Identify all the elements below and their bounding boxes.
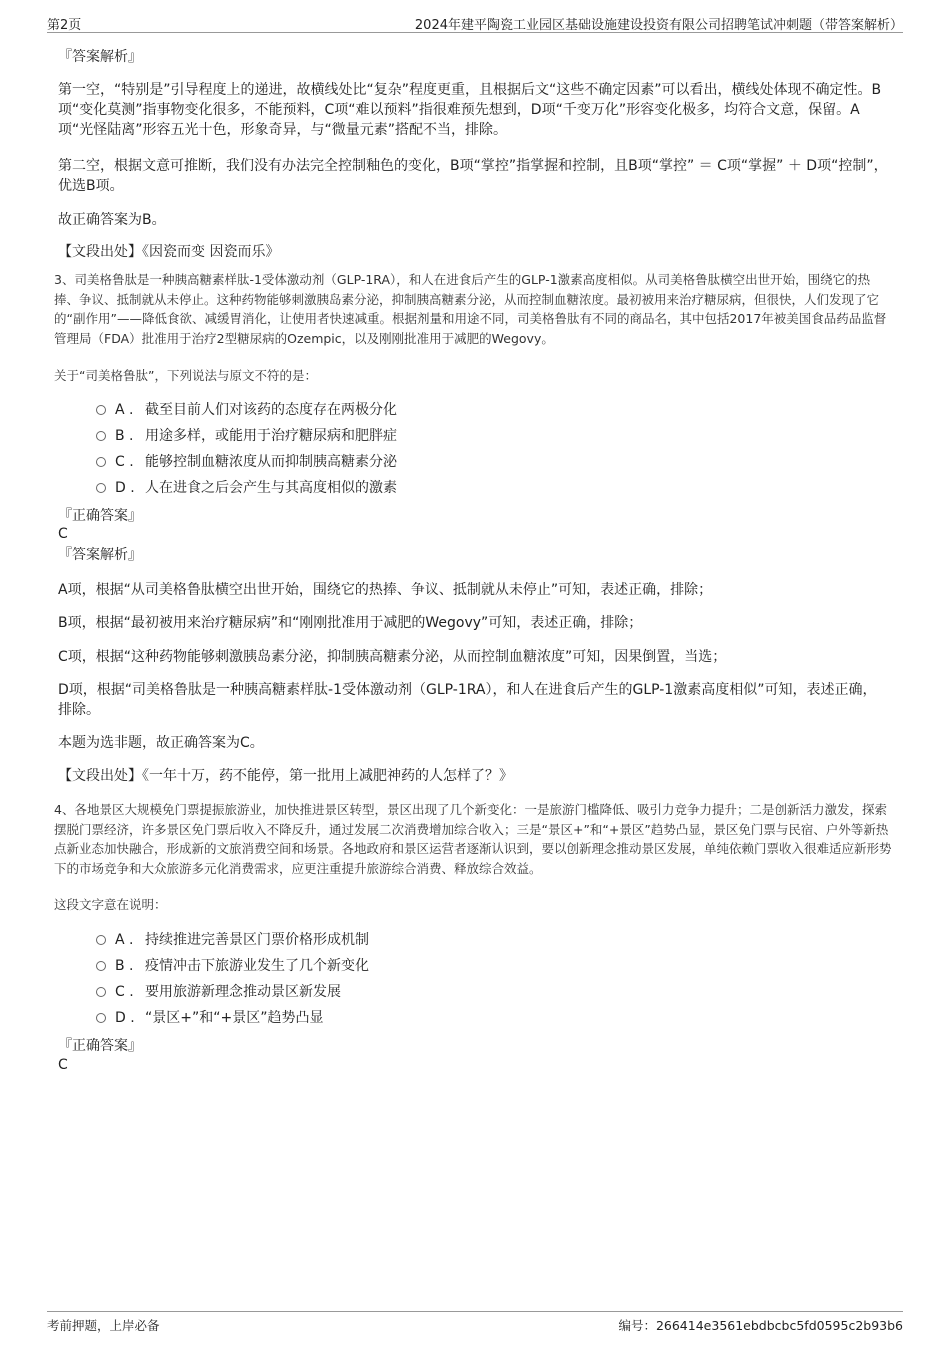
question-3-option-b[interactable]: B . 用途多样，或能用于治疗糖尿病和肥胖症	[96, 426, 397, 446]
question-4-option-d[interactable]: D . “景区+”和“+景区”趋势凸显	[96, 1008, 323, 1028]
question-4-prompt: 这段文字意在说明：	[54, 897, 167, 912]
analysis-label: 『答案解析』	[58, 547, 142, 563]
document-id: 编号：266414e3561ebdbcbc5fd0595c2b93b6	[618, 1318, 903, 1333]
question-4-option-c[interactable]: C . 要用旅游新理念推动景区新发展	[96, 982, 341, 1002]
analysis-item-b: B项，根据“最初被用来治疗糖尿病”和“刚刚批准用于减肥的Wegovy”可知，表述正确，排除；	[58, 615, 643, 631]
answer-statement: 故正确答案为B。	[58, 212, 166, 228]
question-3-option-c[interactable]: C . 能够控制血糖浓度从而抑制胰高糖素分泌	[96, 452, 397, 472]
page-header	[47, 12, 903, 33]
page-number: 第2页	[47, 18, 82, 33]
analysis-paragraph-2: 第二空，根据文意可推断，我们没有办法完全控制釉色的变化，B项“掌控”指掌握和控制，且B项“掌控” ＝ C项“掌握” ＋ D项“控制”，优选B项。	[58, 158, 888, 194]
radio-icon[interactable]	[96, 987, 106, 997]
analysis-paragraph-1: 第一空，“特别是”引导程度上的递进，故横线处比“复杂”程度更重，且根据后文“这些不确定因素”可以看出，横线处体现不确定性。B项“变化莫测”指事物变化很多，不能预料，C项“难以预料”指很难预先想到，D项“千变万化”形容变化极多，均符合文意，保留。A项“光怪陆离”形容五光十色，形象奇异，与“微量元素”搭配不当，排除。	[58, 82, 882, 138]
question-3-option-d[interactable]: D . 人在进食之后会产生与其高度相似的激素	[96, 478, 397, 498]
correct-answer-label: 『正确答案』	[58, 1038, 142, 1054]
document-title: 2024年建平陶瓷工业园区基础设施建设投资有限公司招聘笔试冲刺题（带答案解析）	[414, 18, 903, 33]
radio-icon[interactable]	[96, 431, 106, 441]
correct-answer-label: 『正确答案』	[58, 508, 142, 524]
question-3-prompt: 关于“司美格鲁肽”，下列说法与原文不符的是：	[54, 368, 317, 383]
question-3-passage: 3、司美格鲁肽是一种胰高糖素样肽-1受体激动剂（GLP-1RA），和人在进食后产生的GLP-1激素高度相似。从司美格鲁肽横空出世开始，围绕它的热捧、争议、抵制就从未停止。这种药物能够刺激胰岛素分泌，抑制胰高糖素分泌，从而控制血糖浓度。最初被用来治疗糖尿病，但很快，人们发现了它的“副作用”——降低食欲、减缓胃消化，让使用者快速减重。根据剂量和用途不同，司美格鲁肽有不同的商品名，其中包括2017年被美国食品药品监督管理局（FDA）批准用于治疗2型糖尿病的Ozempic，以及刚刚批准用于减肥的Wegovy。	[54, 272, 887, 346]
source-citation: 【文段出处】《因瓷而变 因瓷而乐》	[58, 244, 280, 260]
analysis-item-a: A项，根据“从司美格鲁肽横空出世开始，围绕它的热捧、争议、抵制就从未停止”可知，表述正确，排除；	[58, 582, 713, 598]
analysis-item-c: C项，根据“这种药物能够刺激胰岛素分泌，抑制胰高糖素分泌，从而控制血糖浓度”可知，因果倒置，当选；	[58, 649, 727, 665]
question-3-option-a[interactable]: A . 截至目前人们对该药的态度存在两极分化	[96, 400, 397, 420]
answer-statement: 本题为选非题，故正确答案为C。	[58, 735, 264, 751]
question-4-option-b[interactable]: B . 疫情冲击下旅游业发生了几个新变化	[96, 956, 369, 976]
source-citation: 【文段出处】《一年十万，药不能停，第一批用上减肥神药的人怎样了？》	[58, 768, 513, 784]
radio-icon[interactable]	[96, 405, 106, 415]
analysis-item-d: D项，根据“司美格鲁肽是一种胰高糖素样肽-1受体激动剂（GLP-1RA），和人在进食后产生的GLP-1激素高度相似”可知，表述正确，排除。	[58, 682, 877, 718]
radio-icon[interactable]	[96, 1013, 106, 1023]
radio-icon[interactable]	[96, 961, 106, 971]
radio-icon[interactable]	[96, 457, 106, 467]
correct-answer: C	[58, 526, 68, 542]
page-footer	[47, 1311, 903, 1334]
question-4-passage: 4、各地景区大规模免门票提振旅游业，加快推进景区转型，景区出现了几个新变化：一是旅游门槛降低、吸引力竞争力提升；二是创新活力激发，探索摆脱门票经济，许多景区免门票后收入不降反升，通过发展二次消费增加综合收入；三是“景区+”和“+景区”趋势凸显，景区免门票与民宿、户外等新热点新业态加快融合，形成新的文旅消费空间和场景。各地政府和景区运营者逐渐认识到，要以创新理念推动景区发展，单纯依赖门票收入很难适应新形势下的市场竞争和大众旅游多元化消费需求，应更注重提升旅游综合消费、释放综合效益。	[54, 802, 892, 876]
question-4-option-a[interactable]: A . 持续推进完善景区门票价格形成机制	[96, 930, 369, 950]
correct-answer: C	[58, 1057, 68, 1073]
radio-icon[interactable]	[96, 935, 106, 945]
footer-slogan: 考前押题，上岸必备	[47, 1318, 160, 1333]
analysis-label: 『答案解析』	[58, 49, 142, 65]
radio-icon[interactable]	[96, 483, 106, 493]
